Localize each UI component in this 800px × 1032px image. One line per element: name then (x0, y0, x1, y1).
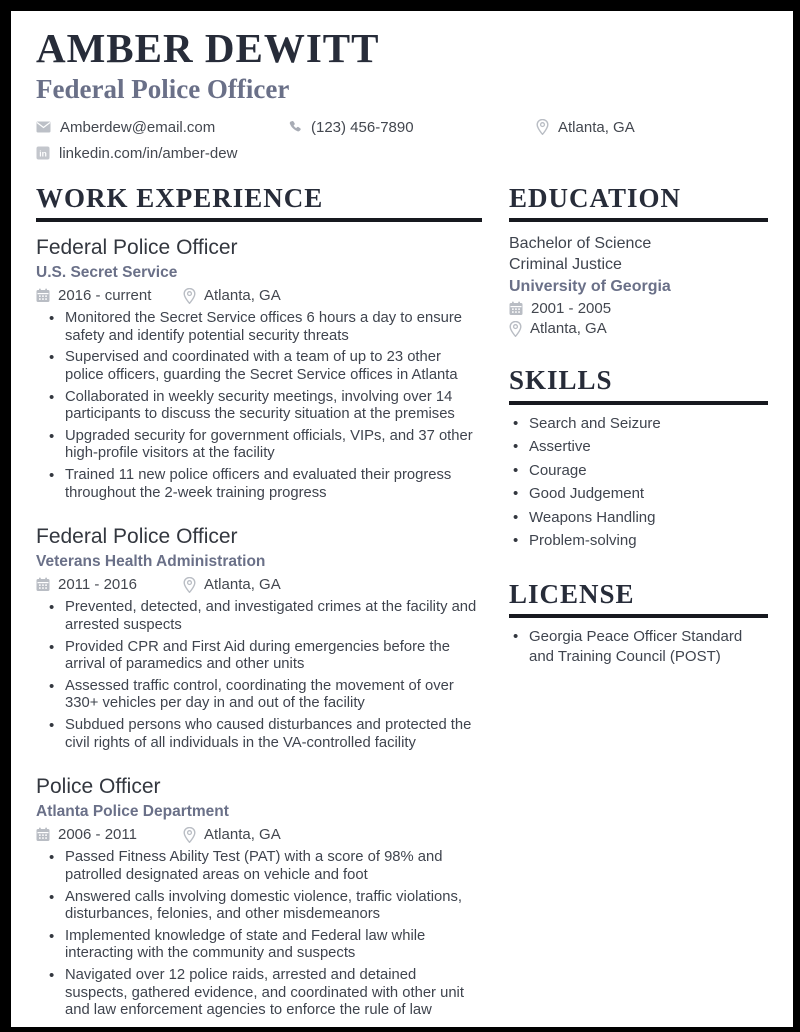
contact-linkedin-text: linkedin.com/in/amber-dew (59, 144, 238, 162)
job-dates-text: 2016 - current (58, 287, 152, 305)
job-bullet: • Collaborated in weekly security meetings, involving over 14 participants to discuss the security situation at the premises (36, 389, 482, 424)
contact-location (536, 119, 635, 136)
job-bullet: • Subdued persons who caused disturbances and protected the civil rights of all individuals in the VA-controlled facility (36, 717, 482, 752)
job-bullet: • Upgraded security for government officials, VIPs, and 37 other high-profile visitors at the facility (36, 428, 482, 463)
skill-item: • Problem-solving (509, 531, 768, 551)
contact-row-2 (36, 145, 768, 162)
calendar-icon (509, 301, 523, 316)
phone-icon (288, 120, 302, 134)
job-entry-1 (36, 235, 482, 502)
job-company: Veterans Health Administration (36, 553, 266, 571)
skills-heading: SKILLS (509, 365, 613, 396)
heading-rule (509, 218, 768, 222)
svg-text:in: in (39, 148, 47, 159)
resume-header (36, 26, 768, 162)
job-bullet: • Provided CPR and First Aid during emergencies before the arrival of paramedics and other units (36, 639, 482, 674)
location-pin-icon (183, 288, 196, 304)
education-location-text: Atlanta, GA (530, 320, 607, 338)
job-title: Police Officer (36, 775, 161, 799)
job-bullet: • Trained 11 new police officers and evaluated their progress throughout the 2-week training progress (36, 467, 482, 502)
education-dates (509, 300, 768, 317)
contact-email-text: Amberdew@email.com (60, 118, 216, 136)
calendar-icon (36, 827, 50, 842)
work-experience-heading: WORK EXPERIENCE (36, 182, 324, 213)
job-location-text: Atlanta, GA (204, 287, 281, 305)
linkedin-icon (36, 146, 50, 160)
job-location (183, 287, 281, 304)
contact-email (36, 119, 288, 136)
heading-rule (509, 614, 768, 618)
job-dates (36, 287, 183, 304)
job-company: U.S. Secret Service (36, 264, 178, 282)
education-school: University of Georgia (509, 277, 671, 295)
job-entry-2 (36, 524, 482, 752)
skill-item: • Weapons Handling (509, 508, 768, 528)
resume-body (36, 184, 768, 1024)
heading-rule (509, 401, 768, 405)
job-dates (36, 826, 183, 843)
job-bullet: • Prevented, detected, and investigated crimes at the facility and arrested suspects (36, 599, 482, 634)
job-location-text: Atlanta, GA (204, 826, 281, 844)
contact-phone (288, 119, 536, 136)
license-list (509, 627, 768, 666)
candidate-title: Federal Police Officer (36, 73, 290, 104)
contact-phone-text: (123) 456-7890 (311, 118, 414, 136)
location-pin-icon (509, 321, 522, 337)
job-bullet: • Assessed traffic control, coordinating the movement of over 330+ vehicles per day in and out of the facility (36, 678, 482, 713)
education-section (509, 184, 768, 338)
envelope-icon (36, 121, 51, 133)
contact-linkedin (36, 145, 237, 162)
education-location (509, 320, 768, 337)
job-location (183, 576, 281, 593)
contact-info (36, 119, 768, 162)
education-field: Criminal Justice (509, 256, 622, 274)
job-location (183, 826, 281, 843)
job-company: Atlanta Police Department (36, 803, 229, 821)
calendar-icon (36, 577, 50, 592)
job-meta (36, 287, 482, 304)
job-bullet: • Supervised and coordinated with a team of up to 23 other police officers, guarding the Secret Service offices in Atlanta (36, 349, 482, 384)
calendar-icon (36, 288, 50, 303)
license-heading: LICENSE (509, 578, 635, 609)
job-dates-text: 2011 - 2016 (58, 576, 137, 594)
skill-item: • Good Judgement (509, 484, 768, 504)
job-title: Federal Police Officer (36, 235, 238, 259)
job-meta (36, 826, 482, 843)
job-bullet: • Monitored the Secret Service offices 6 hours a day to ensure safety and identify potential security threats (36, 310, 482, 345)
work-experience-section (36, 184, 482, 1024)
contact-row-1 (36, 119, 768, 136)
job-location-text: Atlanta, GA (204, 576, 281, 594)
candidate-name: AMBER DEWITT (36, 25, 380, 71)
job-dates-text: 2006 - 2011 (58, 826, 137, 844)
skill-item: • Search and Seizure (509, 414, 768, 434)
education-entry (509, 233, 768, 338)
job-bullet-list (36, 849, 482, 1019)
skills-section (509, 366, 768, 550)
education-dates-text: 2001 - 2005 (531, 300, 612, 318)
license-section (509, 580, 768, 666)
location-pin-icon (536, 119, 549, 135)
skills-list (509, 414, 768, 551)
job-bullet: • Answered calls involving domestic violence, traffic violations, disturbances, felonies, and other misdemeanors (36, 889, 482, 924)
job-bullet: • Navigated over 12 police raids, arrested and detained suspects, gathered evidence, and coordinated with other unit and law enforcement agencies to enforce the rule of law (36, 967, 482, 1020)
location-pin-icon (183, 577, 196, 593)
job-meta (36, 576, 482, 593)
job-bullet: • Implemented knowledge of state and Federal law while interacting with the community and suspects (36, 928, 482, 963)
skill-item: • Courage (509, 461, 768, 481)
education-heading: EDUCATION (509, 182, 682, 213)
contact-location-text: Atlanta, GA (558, 118, 635, 136)
job-dates (36, 576, 183, 593)
license-item: • Georgia Peace Officer Standard and Training Council (POST) (509, 627, 768, 666)
location-pin-icon (183, 827, 196, 843)
resume-sidebar (509, 184, 768, 1024)
job-bullet-list (36, 310, 482, 502)
education-degree: Bachelor of Science (509, 234, 652, 252)
job-entry-3 (36, 774, 482, 1020)
job-title: Federal Police Officer (36, 525, 238, 549)
heading-rule (36, 218, 482, 222)
job-bullet: • Passed Fitness Ability Test (PAT) with a score of 98% and patrolled designated areas on vehicle and foot (36, 849, 482, 884)
skill-item: • Assertive (509, 437, 768, 457)
job-bullet-list (36, 599, 482, 752)
